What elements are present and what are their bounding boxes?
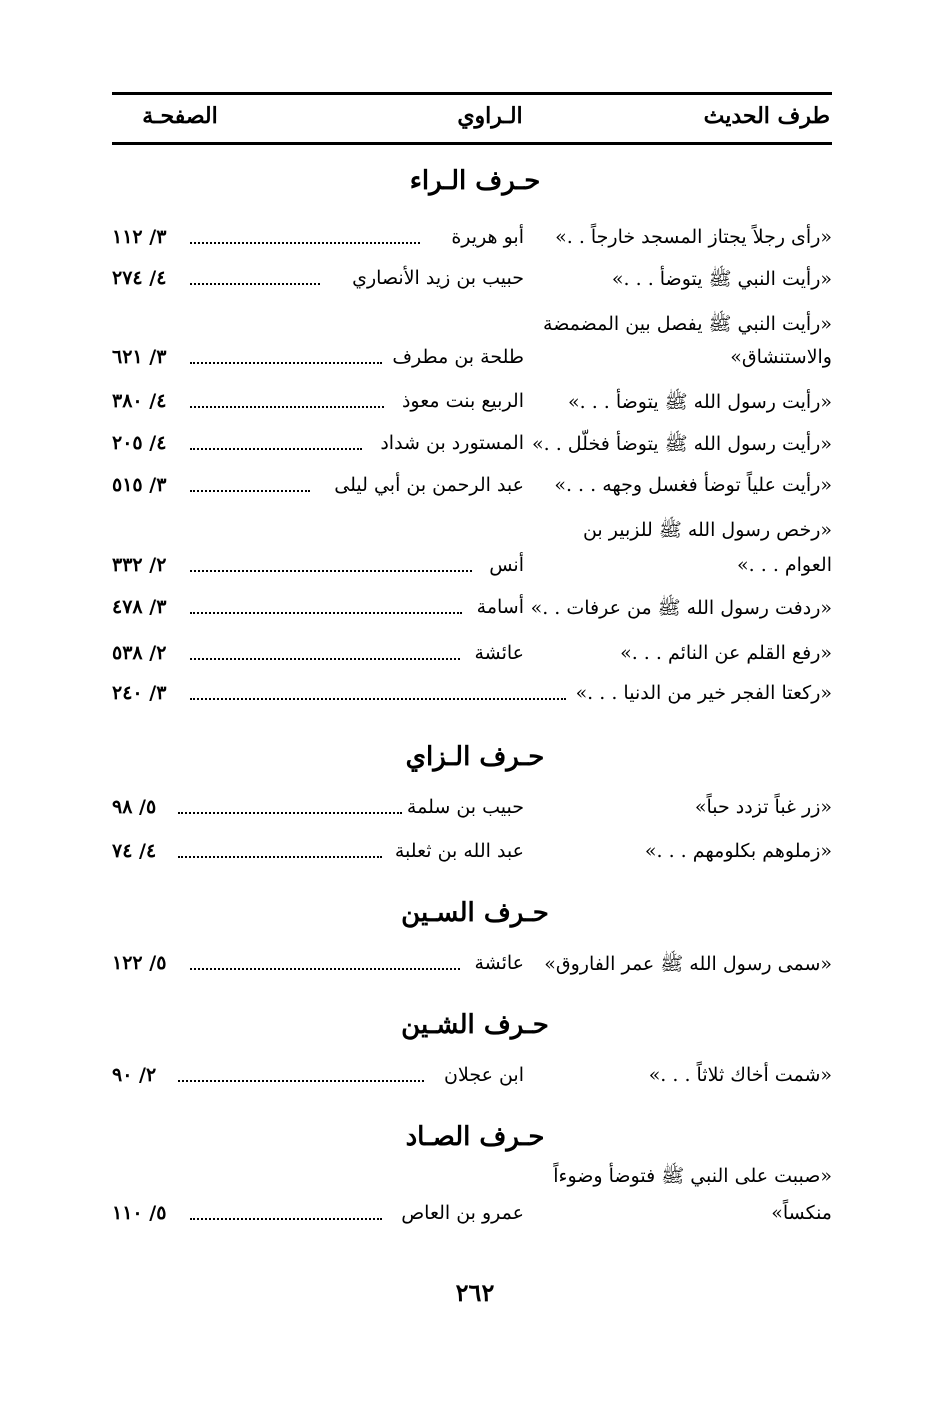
page-reference: ٢/ ٣٣٢	[112, 554, 167, 576]
hadith-text-line1: «رأيت النبي ﷺ يفصل بين المضمضة	[543, 313, 832, 335]
narrator-name: عائشة	[474, 642, 524, 664]
index-entry	[112, 1198, 832, 1234]
section-heading-zay: حـرف الـزاي	[405, 742, 545, 772]
narrator-name: طلحة بن مطرف	[392, 346, 524, 368]
index-entry	[112, 948, 832, 984]
narrator-name: أنس	[489, 554, 524, 576]
leader-dots	[190, 658, 460, 660]
hadith-text: «رأيت رسول الله ﷺ يتوضأ . . .»	[567, 391, 832, 413]
index-entry	[112, 678, 832, 714]
hadith-text: «رأى رجلاً يجتاز المسجد خارجاً . .»	[555, 226, 832, 248]
page-reference: ٥/ ١٢٢	[112, 952, 167, 974]
column-header-narrator: الـراوي	[457, 103, 523, 129]
index-entry	[112, 638, 832, 674]
leader-dots	[178, 812, 402, 814]
hadith-text: «زر غباً تزدد حباً»	[694, 796, 832, 818]
hadith-text: «ردفت رسول الله ﷺ من عرفات . .»	[530, 597, 832, 619]
hadith-text: «رفع القلم عن النائم . . .»	[620, 642, 832, 664]
narrator-name: حبيب بن سلمة	[406, 796, 524, 818]
index-entry	[112, 263, 832, 299]
leader-dots	[178, 856, 382, 858]
hadith-text: العوام . . .»	[737, 554, 832, 576]
page-reference: ٢/ ٥٣٨	[112, 642, 167, 664]
leader-dots	[190, 406, 384, 408]
index-entry	[112, 222, 832, 258]
index-entry	[112, 836, 832, 872]
page-reference: ٥/ ٩٨	[112, 796, 157, 818]
leader-dots	[190, 698, 566, 700]
column-header-page: الصفحـة	[142, 103, 218, 129]
index-entry	[112, 428, 832, 464]
index-entry	[112, 592, 832, 628]
page-reference: ٣/ ٦٢١	[112, 346, 167, 368]
leader-dots	[190, 968, 460, 970]
page-reference: ٣/ ٥١٥	[112, 474, 167, 496]
narrator-name: أبو هريرة	[451, 226, 524, 248]
narrator-name: عبد الله بن ثعلبة	[394, 840, 524, 862]
header-top-rule	[112, 92, 832, 95]
index-entry	[112, 342, 832, 378]
leader-dots	[190, 283, 320, 285]
section-heading-sad: حـرف الصـاد	[405, 1122, 545, 1152]
leader-dots	[190, 1218, 382, 1220]
leader-dots	[178, 1080, 424, 1082]
narrator-name: ابن عجلان	[444, 1064, 524, 1086]
hadith-text: «رأيت النبي ﷺ يتوضأ . . .»	[611, 268, 832, 290]
page-reference: ٥/ ١١٠	[112, 1202, 167, 1224]
hadith-text-line1: «رخص رسول الله ﷺ للزبير بن	[582, 519, 832, 541]
page-reference: ٣/ ٢٤٠	[112, 682, 167, 704]
narrator-name: عمرو بن العاص	[401, 1202, 524, 1224]
leader-dots	[190, 490, 310, 492]
page-reference: ٣/ ١١٢	[112, 226, 167, 248]
narrator-name: أسامة	[476, 596, 524, 618]
page-reference: ٤/ ٢٠٥	[112, 432, 167, 454]
narrator-name: عبد الرحمن بن أبي ليلى	[334, 474, 524, 496]
index-entry	[112, 792, 832, 828]
index-entry	[112, 386, 832, 422]
narrator-name: الربيع بنت معوذ	[401, 390, 524, 412]
index-entry	[112, 550, 832, 586]
leader-dots	[190, 362, 382, 364]
page-reference: ٤/ ٣٨٠	[112, 390, 167, 412]
hadith-text-line1: «صببت على النبي ﷺ فتوضأ وضوءاً	[553, 1165, 832, 1187]
hadith-text: «رأيت علياً توضأ فغسل وجهه . . .»	[554, 474, 832, 496]
section-heading-shin: حـرف الشـين	[401, 1010, 549, 1040]
page-reference: ٢/ ٩٠	[112, 1064, 157, 1086]
leader-dots	[190, 448, 362, 450]
leader-dots	[190, 570, 472, 572]
page-reference: ٣/ ٤٧٨	[112, 596, 167, 618]
section-heading-sin: حـرف السـين	[401, 898, 549, 928]
section-heading-ra: حـرف الـراء	[409, 166, 541, 196]
hadith-text: «شمت أخاك ثلاثاً . . .»	[648, 1064, 832, 1086]
hadith-text: «زملوهم بكلومهم . . .»	[644, 840, 832, 862]
leader-dots	[190, 612, 462, 614]
column-header-hadith: طرف الحديث	[703, 103, 830, 129]
narrator-name: المستورد بن شداد	[380, 432, 524, 454]
hadith-text: منكساً»	[771, 1202, 832, 1224]
hadith-text: «رأيت رسول الله ﷺ يتوضأ فخلّل . .»	[531, 433, 832, 455]
index-entry	[112, 1060, 832, 1096]
page-reference: ٤/ ٧٤	[112, 840, 157, 862]
hadith-text: والاستنشاق»	[730, 346, 832, 368]
page-reference: ٤/ ٢٧٤	[112, 267, 167, 289]
index-entry	[112, 470, 832, 506]
page-number: ٢٦٢	[455, 1278, 495, 1307]
hadith-text: «سمى رسول الله ﷺ عمر الفاروق»	[544, 953, 832, 975]
hadith-text: «ركعتا الفجر خير من الدنيا . . .»	[575, 682, 832, 704]
header-bottom-rule	[112, 142, 832, 145]
narrator-name: حبيب بن زيد الأنصاري	[352, 267, 524, 289]
narrator-name: عائشة	[474, 952, 524, 974]
leader-dots	[190, 242, 420, 244]
